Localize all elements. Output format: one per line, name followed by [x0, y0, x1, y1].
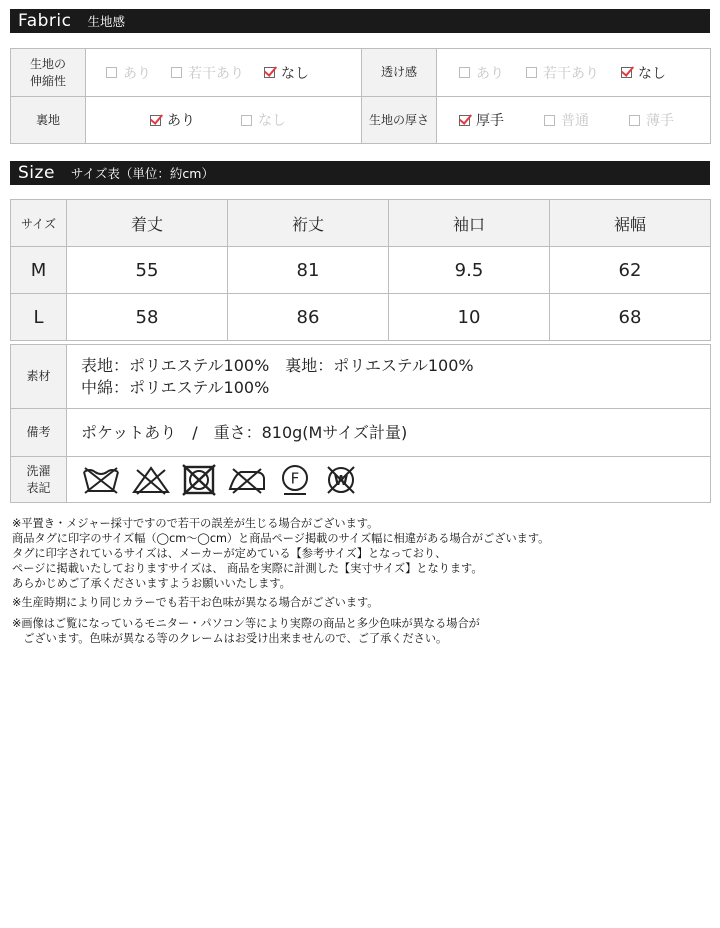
- no-wet-clean-icon: [323, 463, 359, 497]
- note-line: 商品タグに印字のサイズ幅（◯cm〜◯cm）と商品ページ掲載のサイズ幅に相違がある場合がございます。: [12, 532, 550, 545]
- lining-option-ari[interactable]: [150, 110, 195, 130]
- fabric-row: [11, 49, 711, 97]
- option-label: 若干あり: [188, 65, 244, 82]
- size-title: Size: [18, 163, 55, 183]
- table-cell: 86: [228, 294, 389, 341]
- checkbox-icon: [544, 115, 555, 126]
- material-value: [67, 345, 711, 409]
- remarks-row: [11, 409, 711, 457]
- care-icons: [67, 457, 711, 503]
- table-cell: 81: [228, 247, 389, 294]
- note-line: ございます。色味が異なる等のクレームはお受け出来ませんので、ご了承ください。: [12, 632, 448, 645]
- table-row: [11, 294, 711, 341]
- dry-clean-letter: F: [290, 469, 300, 487]
- option-label: なし: [258, 113, 286, 129]
- column-header: 着丈: [67, 200, 228, 247]
- stretch-option-ari[interactable]: [106, 63, 151, 83]
- table-row: [11, 247, 711, 294]
- remarks-label: 備考: [11, 409, 67, 457]
- option-label: 厚手: [476, 113, 504, 129]
- column-header: 裄丈: [228, 200, 389, 247]
- label-line: 透け感: [380, 65, 417, 80]
- table-cell: 58: [67, 294, 228, 341]
- label-line: 伸縮性: [29, 73, 66, 88]
- checkbox-icon: [526, 67, 537, 78]
- sheer-option-none[interactable]: [621, 63, 666, 83]
- note-line: ※平置き・メジャー採寸ですので若干の誤差が生じる場合がございます。: [12, 517, 379, 530]
- thickness-option-normal[interactable]: [544, 110, 589, 130]
- note-line: タグに印字されているサイズは、メーカーが定めている【参考サイズ】となっており、: [12, 547, 447, 560]
- sheer-option-slight[interactable]: [526, 63, 599, 83]
- option-label: なし: [281, 65, 309, 82]
- checked-checkbox-icon: [150, 115, 161, 126]
- fabric-title: Fabric: [18, 11, 72, 31]
- size-table: [10, 199, 711, 341]
- material-line: 中綿：ポリエステル100%: [81, 377, 270, 397]
- note-line: ページに掲載いたしておりますサイズは、 商品を実際に計測した【実寸サイズ】となります。: [12, 562, 483, 575]
- option-label: あり: [123, 65, 151, 82]
- label-line: 裏地: [35, 112, 60, 127]
- material-line: 表地：ポリエステル100% 裏地：ポリエステル100%: [81, 355, 474, 375]
- size-header: [10, 161, 710, 185]
- option-label: 普通: [561, 113, 589, 129]
- remarks-value: ポケットあり / 重さ：810g(Mサイズ計量): [67, 409, 711, 457]
- option-label: 薄手: [646, 113, 674, 129]
- care-label: [11, 457, 67, 503]
- fabric-header: [10, 9, 710, 33]
- table-cell: 62: [550, 247, 711, 294]
- lining-label: [11, 97, 86, 144]
- sheerness-label: [362, 49, 437, 97]
- checkbox-icon: [106, 67, 117, 78]
- lining-options: [86, 97, 362, 144]
- wet-clean-letter: W: [333, 473, 349, 489]
- label-line: 生地の厚さ: [368, 112, 429, 127]
- thickness-label: [362, 97, 437, 144]
- stretch-options: [86, 49, 362, 97]
- checkbox-icon: [459, 67, 470, 78]
- fabric-table: [10, 48, 711, 144]
- sheer-option-ari[interactable]: [459, 63, 504, 83]
- details-table: [10, 344, 711, 503]
- note-line: ※画像はご覧になっているモニター・パソコン等により実際の商品と多少色味が異なる場合が: [12, 617, 480, 630]
- label-line: 洗濯: [26, 464, 51, 479]
- table-cell: 10: [389, 294, 550, 341]
- care-row: [11, 457, 711, 503]
- size-label: M: [11, 247, 67, 294]
- dry-clean-f-icon: [277, 463, 313, 497]
- sheerness-options: [437, 49, 711, 97]
- table-cell: 9.5: [389, 247, 550, 294]
- thickness-options: [437, 97, 711, 144]
- checkbox-icon: [241, 115, 252, 126]
- fabric-row: [11, 97, 711, 144]
- size-header-row: [11, 200, 711, 247]
- column-header: 裾幅: [550, 200, 711, 247]
- stretch-label: [11, 49, 86, 97]
- thickness-option-thick[interactable]: [459, 110, 504, 130]
- material-label: 素材: [11, 345, 67, 409]
- thickness-option-thin[interactable]: [629, 110, 674, 130]
- fabric-subtitle: 生地感: [87, 14, 126, 29]
- checked-checkbox-icon: [264, 67, 275, 78]
- notes: [12, 516, 712, 646]
- stretch-option-none[interactable]: [264, 63, 309, 83]
- size-corner: サイズ: [11, 200, 67, 247]
- table-cell: 55: [67, 247, 228, 294]
- option-label: 若干あり: [543, 65, 599, 82]
- lining-option-none[interactable]: [241, 110, 286, 130]
- note-line: ※生産時期により同じカラーでも若干お色味が異なる場合がございます。: [12, 596, 379, 609]
- column-header: 袖口: [389, 200, 550, 247]
- checkbox-icon: [629, 115, 640, 126]
- label-line: 生地の: [29, 57, 66, 72]
- checked-checkbox-icon: [459, 115, 470, 126]
- checkbox-icon: [171, 67, 182, 78]
- table-cell: 68: [550, 294, 711, 341]
- no-iron-icon: [227, 464, 267, 496]
- size-subtitle: サイズ表（単位：約cm）: [70, 166, 214, 181]
- material-row: [11, 345, 711, 409]
- option-label: あり: [476, 65, 504, 82]
- note-line: あらかじめご了承くださいますようお願いいたします。: [12, 577, 291, 590]
- checked-checkbox-icon: [621, 67, 632, 78]
- label-line: 表記: [26, 480, 51, 495]
- stretch-option-slight[interactable]: [171, 63, 244, 83]
- no-bleach-icon: [131, 464, 171, 496]
- size-label: L: [11, 294, 67, 341]
- no-tumble-dry-icon: [181, 464, 217, 496]
- no-wash-icon: [81, 464, 121, 496]
- option-label: なし: [638, 65, 666, 82]
- option-label: あり: [167, 113, 195, 129]
